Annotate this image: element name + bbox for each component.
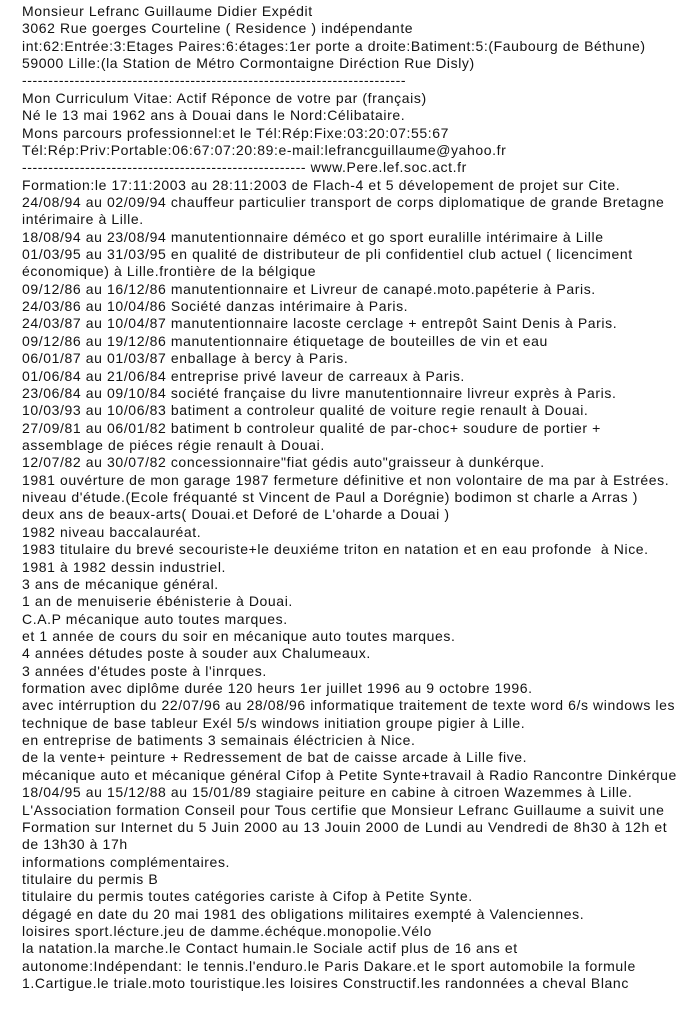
separator-line: ------------------------------------------------------------------------- — [22, 72, 407, 89]
education-section — [22, 489, 700, 854]
education-line: mécanique auto et mécanique général Cifop à Petite Synte+travail à Radio Rancontre Dinkérque — [22, 766, 677, 783]
education-line: 1983 titulaire du brevé secouriste+le deuxiéme triton en natation et en eau profonde à Nice. — [22, 541, 649, 558]
career-line: 09/12/86 au 16/12/86 manutentionnaire et Livreur de canapé.moto.papéterie à Paris. — [22, 280, 596, 297]
additional-info-line: 1.Cartigue.le triale.moto touristique.les loisires Constructif.les randonnées a cheval Blanc — [22, 975, 629, 992]
education-line: 1982 niveau baccalauréat. — [22, 523, 202, 540]
education-line: en entreprise de batiments 3 semainais éléctricien à Nice. — [22, 732, 416, 749]
career-line: 01/06/84 au 21/06/84 entreprise privé laveur de carreaux à Paris. — [22, 367, 465, 384]
sender-name: Monsieur Lefranc Guillaume Didier Expédit — [22, 3, 313, 19]
career-line: 09/12/86 au 19/12/86 manutentionnaire étiquetage de bouteilles de vin et eau — [22, 332, 548, 349]
education-line: deux ans de beaux-arts( Douai.et Deforé de L'oharde a Douai ) — [22, 506, 450, 523]
cv-title: Mon Curriculum Vitae: Actif Réponce de votre par (français) — [22, 89, 427, 106]
website-url: www.Pere.lef.soc.act.fr — [310, 159, 467, 176]
career-line: intérimaire à Lille. — [22, 211, 144, 228]
career-line: Formation:le 17:11:2003 au 28:11:2003 de Flach-4 et 5 dévelopement de projet sur Cite. — [22, 176, 621, 193]
contact-line: Tél:Rép:Priv:Portable:06:67:07:20:89:e-mail:lefrancguillaume@yahoo.fr — [22, 141, 507, 158]
education-line: 4 années détudes poste à souder aux Chalumeaux. — [22, 645, 371, 662]
additional-info-line: titulaire du permis toutes catégories cariste à Cifop à Petite Synte. — [22, 888, 473, 905]
additional-info-line: loisires sport.lécture.jeu de damme.échéque.monopolie.Vélo — [22, 923, 432, 940]
phone-fixed: Mons parcours professionnel:et le Tél:Rép:Fixe:03:20:07:55:67 — [22, 124, 450, 141]
education-line: et 1 année de cours du soir en mécanique auto toutes marques. — [22, 627, 456, 644]
career-line: 12/07/82 au 30/07/82 concessionnaire"fiat gédis auto"graisseur à dunkérque. — [22, 454, 545, 471]
education-line: niveau d'étude.(Ecole fréquanté st Vincent de Paul a Dorégnie) bodimon st charle a Arras ) — [22, 489, 638, 506]
additional-info-heading: informations complémentaires. — [22, 853, 231, 870]
additional-info-line: la natation.la marche.le Contact humain.le Sociale actif plus de 16 ans et — [22, 940, 518, 957]
education-line: 3 ans de mécanique général. — [22, 575, 219, 592]
education-line: 1 an de menuiserie ébénisterie à Douai. — [22, 593, 293, 610]
career-line: assemblage de piéces régie renault à Douai. — [22, 436, 325, 453]
career-section — [22, 177, 700, 489]
education-line: formation avec diplôme durée 120 heurs 1er juillet 1996 au 9 octobre 1996. — [22, 680, 533, 697]
additional-info-line: autonome:Indépendant: le tennis.l'enduro.le Paris Dakare.et le sport automobile la formule — [22, 957, 636, 974]
additional-info-section — [22, 854, 700, 993]
career-line: 27/09/81 au 06/01/82 batiment b controleur qualité de par-choc+ soudure de portier + — [22, 419, 601, 436]
education-line: C.A.P mécanique auto toutes marques. — [22, 610, 288, 627]
career-line: 24/03/87 au 10/04/87 manutentionnaire lacoste cerclage + entrepôt Saint Denis à Paris. — [22, 315, 618, 332]
cv-intro-block — [22, 90, 700, 159]
education-line: de la vente+ peinture + Redressement de bat de caisse arcade à Lille five. — [22, 749, 528, 766]
education-line: de 13h30 à 17h — [22, 836, 128, 853]
website-line — [22, 159, 700, 176]
education-line: Formation sur Internet du 5 Juin 2000 au 13 Jouin 2000 de Lundi au Vendredi de 8h30 à 12h et — [22, 818, 668, 835]
education-line: 18/04/95 au 15/12/88 au 15/01/89 stagiaire peiture en cabine à citroen Wazemmes à Lille. — [22, 784, 633, 801]
education-line: L'Association formation Conseil pour Tous certifie que Monsieur Lefranc Guillaume a suivit une — [22, 801, 665, 818]
career-line: 10/03/93 au 10/06/83 batiment a controleur qualité de voiture regie renault à Douai. — [22, 402, 589, 419]
sender-address-block — [22, 3, 700, 72]
career-line: 24/03/86 au 10/04/86 Société danzas intérimaire à Paris. — [22, 298, 409, 315]
city-line: 59000 Lille:(la Station de Métro Cormontaigne Diréction Rue Disly) — [22, 55, 475, 72]
education-line: avec intérruption du 22/07/96 au 28/08/96 informatique traitement de texte word 6/s windows les — [22, 697, 676, 714]
additional-info-line: titulaire du permis B — [22, 870, 159, 887]
separator-dashes: ------------------------------------------------------ — [22, 159, 307, 176]
education-line: technique de base tableur Exél 5/s windows initiation groupe pigier à Lille. — [22, 714, 526, 731]
career-line: 06/01/87 au 01/03/87 enballage à bercy à Paris. — [22, 350, 349, 367]
career-line: 01/03/95 au 31/03/95 en qualité de distributeur de pli confidentiel club actuel ( licenciment — [22, 246, 633, 263]
additional-info-line: dégagé en date du 20 mai 1981 des obligations militaires exempté à Valenciennes. — [22, 905, 585, 922]
education-line: 3 années d'études poste à l'inrques. — [22, 662, 267, 679]
career-line: 1981 ouvérture de mon garage 1987 fermeture définitive et non volontaire de ma par à Estrées. — [22, 471, 670, 488]
street-address: 3062 Rue goerges Courteline ( Residence ) indépendante — [22, 20, 414, 37]
career-line: 24/08/94 au 02/09/94 chauffeur particulier transport de corps diplomatique de grande Bretagne — [22, 193, 665, 210]
building-details: int:62:Entrée:3:Etages Paires:6:étages:1er porte a droite:Batiment:5:(Faubourg de Béthune) — [22, 37, 646, 54]
career-line: économique) à Lille.frontière de la bélgique — [22, 263, 317, 280]
career-line: 18/08/94 au 23/08/94 manutentionnaire déméco et go sport euralille intérimaire à Lille — [22, 228, 604, 245]
career-line: 23/06/84 au 09/10/84 société française du livre manutentionnaire livreur exprès à Paris. — [22, 384, 617, 401]
education-line: 1981 à 1982 dessin industriel. — [22, 558, 227, 575]
birth-info: Né le 13 mai 1962 ans à Douai dans le Nord:Célibataire. — [22, 107, 406, 124]
